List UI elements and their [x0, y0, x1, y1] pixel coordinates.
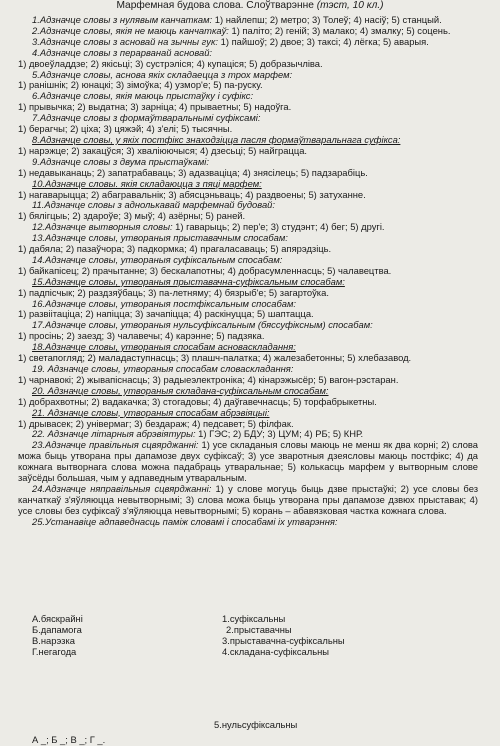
answer-options: 1) прывычка; 2) выдатна; 3) зарніца; 4) прываетны; 5) надоўга. [18, 101, 292, 113]
answer-options: 1) бялігцыь; 2) здароўе; 3) мыў; 4) азёрны; 5) раней. [18, 210, 246, 222]
match-word: В.нарэзка [32, 634, 75, 646]
answer-options: 1) гаварыць; 2) пер'е; 3) студэнт; 4) бег; 5) другі. [172, 221, 385, 233]
question-prompt: 5.Адзначце словы, аснова якіх складаецца з трох марфем: [32, 68, 293, 80]
question-line [18, 484, 478, 517]
question-prompt: 11.Адзначце словы з аднолькавай марфемнай будовай: [32, 199, 275, 211]
answer-options: 1) недавыканаць; 2) запатрабаваць; 3) адазваціца; 4) знясілець; 5) падзарабіць. [18, 166, 368, 178]
answer-options: 1) нарэжце; 2) закацўся; 3) хваліюючыся; 4) дзесьці; 5) найграцца. [18, 144, 308, 156]
question-prompt: 3.Адзначце словы з асновай на зычны гук: [32, 35, 219, 47]
answer-options: 1) дабяла; 2) пазаўчора; 3) падкормка; 4) прагаласаваць; 5) апярэдзіць. [18, 243, 332, 255]
question-prompt: 4.Адзначце словы з перарванай асновай: [32, 46, 213, 58]
question-prompt: 6.Адзначце словы, якія маюць прыстаўку і суфікс: [32, 90, 254, 102]
answer-options: 1) ГЭС; 2) БДУ; 3) ЦУМ; 4) РБ; 5) КНР. [195, 428, 364, 440]
question-prompt: 24.Адзначце няправільныя сцвярджанні: [32, 482, 212, 494]
answer-options: 1) дрывасек; 2) універмаг; 3) бездараж; 4) педсавет; 5) філфак. [18, 417, 294, 429]
match-method: 3.прыставачна-суфіксальны [222, 634, 345, 646]
match-method: 1.суфіксальны [222, 613, 286, 624]
test-questions [18, 15, 478, 528]
title-subtitle: (тэст, 10 кл.) [316, 0, 384, 11]
question-prompt: 16.Адзначце словы, утвораныя постфіксальным спосабам: [32, 297, 296, 309]
question-prompt: 14.Адзначце словы, утвораныя суфіксальным спосабам: [32, 253, 283, 265]
match-row [32, 647, 472, 658]
answer-options: 1) добрахвотны; 2) вадакачка; 3) стогадовы; 4) даўгавечнасць; 5) торфабрыкетны. [18, 395, 377, 407]
question-prompt: 10.Адзначце словы. якія складаюцца з пяці марфем: [32, 177, 262, 189]
question-prompt: 8.Адзначце словы, у якіх постфікс знаходзіцца пасля формаўтваральнага суфікса: [32, 133, 401, 145]
answer-options: 1) падпісчык; 2) раздзяўбаць; 3) па-летняму; 4) бязрыб'е; 5) загартоўка. [18, 286, 329, 298]
answer-options: 1) байкапісец; 2) прачытанне; 3) бескалапотны; 4) добрасумленнасць; 5) чалавецтва. [18, 264, 392, 276]
question-prompt: 22. Адзначце літарныя абрэвіятуры: [32, 428, 196, 440]
match-word: Г.негагода [32, 645, 77, 657]
answer-options: 1) развіітаціца; 2) напіцца; 3) зачапіцца; 4) раскінуцца; 5) шаптацца. [18, 308, 314, 320]
answer-options: 1) ранішнік; 2) юнацкі; 3) зімоўка; 4) узмор'е; 5) па-руску. [18, 79, 263, 91]
question-prompt: 25.Устанавіце адпаведнасць паміж словамі і спосабамі іх утварэння: [32, 515, 338, 527]
answer-options: 1) светапогляд; 2) маладаступнасць; 3) плашч-палатка; 4) жалезабетонны; 5) хлебазавод. [18, 352, 412, 364]
question-prompt: 2.Адзначце словы, якія не маюць канчаткаў: [32, 24, 229, 36]
question-prompt: 19. Адзначце словы, утвораныя спосабам словаскладання: [32, 363, 294, 374]
match-word: Б.дапамога [32, 623, 82, 635]
match-method: 2.прыставачны [226, 623, 292, 635]
question-prompt: 12.Адзначце вытворныя словы: [32, 221, 173, 233]
match-word: А.бяскрайні [32, 613, 83, 624]
question-prompt: 9.Адзначце словы з двума прыстаўкамі: [32, 155, 209, 167]
answer-options: 1) у слове могуць быць дзве прыстаўкі; 2) усе словы без канчаткаў з'яўляюцца невытворнымі; 3) слова можа быць утворана пры дапамозе дзвюх прыставак; 4) усе словы без суфіксаў з'яўляюцца невытворнымі; 5) корань – абавязковая частка кожнага слова. [18, 482, 478, 516]
answer-options: 1) нагаварыцца; 2) абагравальнік; 3) абясцэньваць; 4) раздвоены; 5) затуханне. [18, 188, 366, 200]
answer-template: А _; Б _; В _; Г _. [32, 734, 106, 745]
question-prompt: 18.Адзначце словы, утвораныя спосабам асноваскладання: [32, 341, 296, 353]
match-method: 4.складана-суфіксальны [222, 645, 330, 657]
answer-options: 1) двоеўладдзе; 2) якісьці; 3) сустрэліся; 4) купаціся; 5) добразычліва. [18, 57, 323, 69]
question-line [18, 440, 478, 484]
title-text: Марфемная будова слова. Слоўтварэнне [116, 0, 314, 11]
question-prompt: 17.Адзначце словы, утвораныя нульсуфіксальным (бяссуфіксным) спосабам: [32, 319, 373, 331]
match-method-extra: 5.нульсуфіксальны [214, 719, 298, 730]
answer-options: 1) чарнавокі; 2) жывапіснасць; 3) радыеэлектроніка; 4) кінарэжысёр; 5) вагон-рэстаран. [18, 373, 399, 385]
answer-options: 1) пайшоў; 2) двое; 3) таксі; 4) лёгка; 5) аварыя. [218, 35, 429, 47]
answer-options: 1) просінь; 2) заезд; 3) чалавечы; 4) карэнне; 5) падзяка. [18, 330, 265, 342]
answer-options: 1) берагчы; 2) ціха; 3) цяжэй; 4) з'елі; 5) тысячны. [18, 123, 233, 135]
page-title [0, 1, 500, 12]
question-prompt: 23.Адзначце правільныя сцвярджанні: [32, 439, 199, 451]
question-prompt: 7.Адзначце словы з формаўтваральнымі суфіксамі: [32, 112, 261, 124]
question-prompt: 13.Адзначце словы, утвораныя прыставачным спосабам: [32, 232, 288, 244]
answer-options: 1) паліто; 2) геній; 3) малако; 4) змалку; 5) соцень. [228, 24, 451, 36]
question-prompt: 1.Адзначце словы з нулявым канчаткам: [32, 14, 213, 25]
matching-table [32, 614, 472, 658]
question-line [18, 517, 478, 528]
question-prompt: 20. Адзначце словы, утвораныя складана-суфіксальным спосабам: [32, 384, 329, 396]
answer-options: 1) усе складаныя словы маюць не менш як два корні; 2) слова можа быць утворана пры дапамозе двух суфіксаў; 3) усе зваротныя дзеясловы маюць постфікс; 4) да кожнага вытворнага слова можна падабраць утваральнае; 5) колькасць марфем у вытворным слове заўсёды большая, чым у адпаведным утваральным. [18, 439, 478, 484]
question-prompt: 21. Адзначце словы, утвораныя спосабам абрэвіяцыі: [32, 406, 270, 418]
answer-options: 1) найлепш; 2) метро; 3) Толеў; 4) насіў; 5) станцый. [212, 14, 442, 25]
question-prompt: 15.Адзначце словы, утвораныя прыставачна-суфіксальным спосабам: [32, 275, 345, 287]
